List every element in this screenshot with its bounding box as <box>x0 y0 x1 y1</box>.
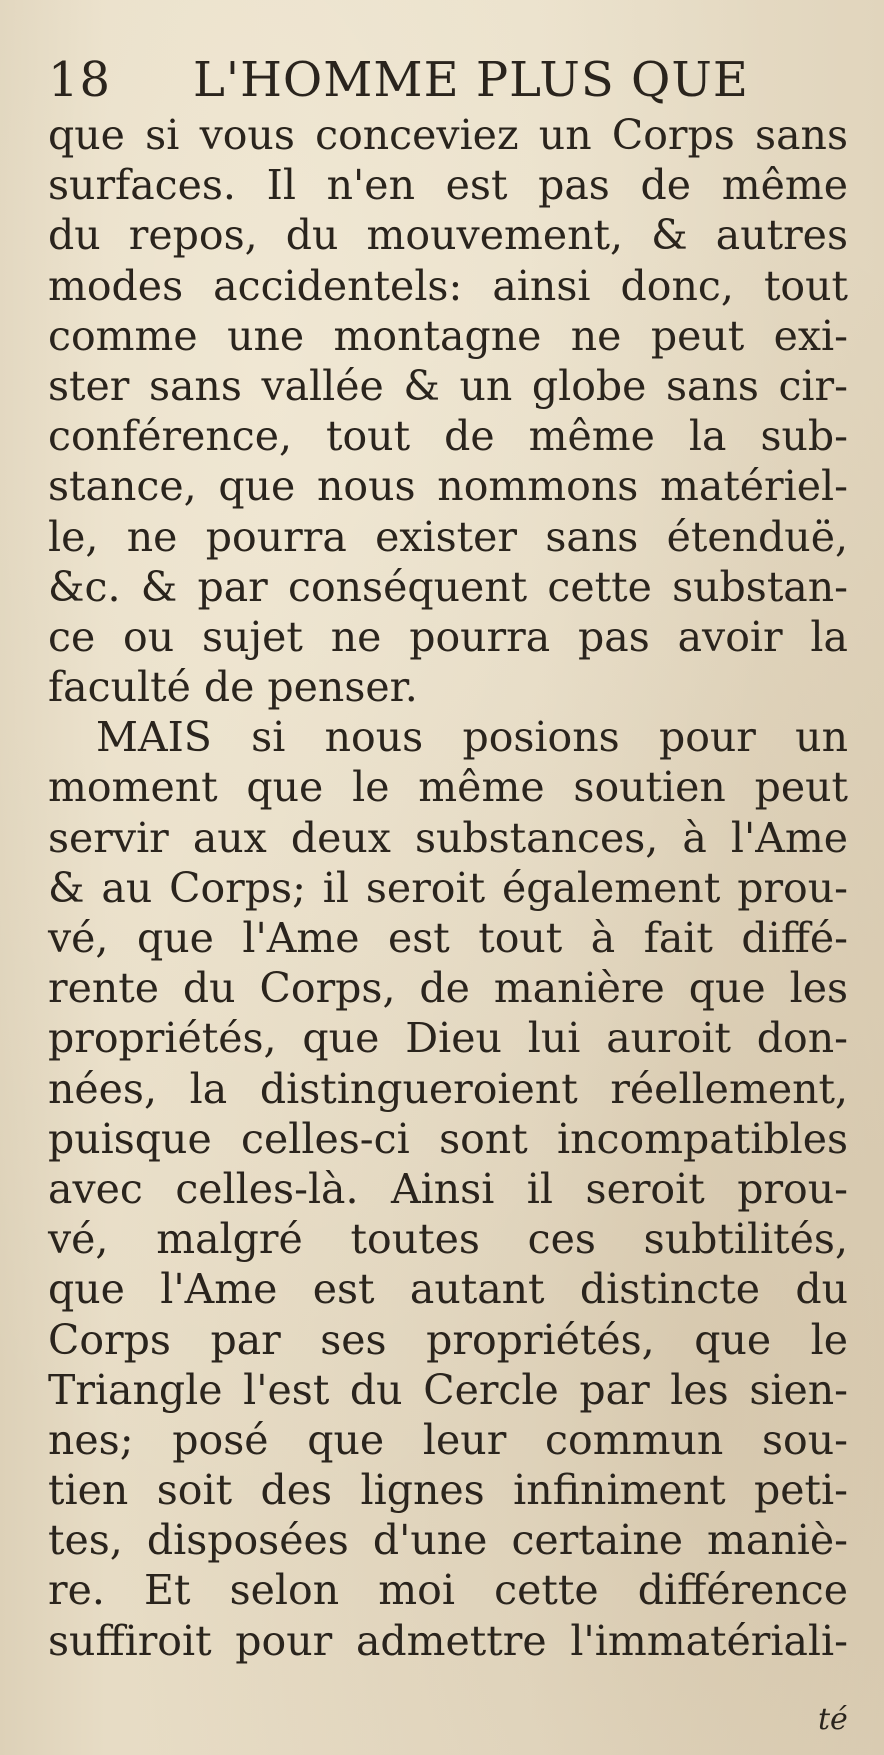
text-line: nes; posé que leur commun sou- <box>48 1415 848 1464</box>
text-line: rente du Corps, de manière que les <box>48 964 848 1013</box>
text-line: ce ou sujet ne pourra pas avoir la <box>48 612 848 661</box>
text-line: tien soit des lignes infiniment peti- <box>48 1466 848 1515</box>
text-line: surfaces. Il n'en est pas de même <box>48 161 848 210</box>
text-line: nées, la distingueroient réellement, <box>48 1064 848 1113</box>
text-line: vé, que l'Ame est tout à fait diffé- <box>48 914 848 962</box>
text-line: Triangle l'est du Cercle par les sien- <box>48 1365 848 1414</box>
text-line: Corps par ses propriétés, que le <box>48 1315 848 1364</box>
catchword: té <box>818 1702 848 1737</box>
paragraph-start-line: MAIS si nous posions pour un <box>96 713 848 762</box>
text-line: stance, que nous nommons matériel- <box>48 462 848 511</box>
text-line: re. Et selon moi cette différence <box>48 1566 848 1615</box>
text-line: tes, disposées d'une certaine maniè- <box>48 1516 848 1565</box>
text-line: du repos, du mouvement, & autres <box>48 211 848 260</box>
text-line: vé, malgré toutes ces subtilités, <box>48 1215 848 1264</box>
text-line: &c. & par conséquent cette substan- <box>48 562 848 611</box>
body-text <box>48 110 848 1666</box>
text-line: servir aux deux substances, à l'Ame <box>48 813 848 862</box>
text-line: avec celles-là. Ainsi il seroit prou- <box>48 1164 848 1213</box>
text-line: puisque celles-ci sont incompatibles <box>48 1114 848 1163</box>
page-header <box>48 40 868 120</box>
text-line: que si vous conceviez un Corps sans <box>48 111 848 159</box>
paragraph-end-line: faculté de penser. <box>48 663 418 712</box>
running-head: L'HOMME PLUS QUE <box>193 52 749 108</box>
text-line: le, ne pourra exister sans étenduë, <box>48 512 848 561</box>
text-line: ster sans vallée & un globe sans cir- <box>48 361 848 410</box>
text-line: suffiroit pour admettre l'immatériali- <box>48 1616 848 1665</box>
text-line: & au Corps; il seroit également prou- <box>48 863 848 912</box>
text-line: que l'Ame est autant distincte du <box>48 1265 848 1314</box>
text-line: comme une montagne ne peut exi- <box>48 311 848 360</box>
text-line: moment que le même soutien peut <box>48 763 848 812</box>
text-line: modes accidentels: ainsi donc, tout <box>48 261 848 310</box>
page-number: 18 <box>48 52 112 108</box>
text-line: conférence, tout de même la sub- <box>48 412 848 461</box>
text-line: propriétés, que Dieu lui auroit don- <box>48 1014 848 1063</box>
